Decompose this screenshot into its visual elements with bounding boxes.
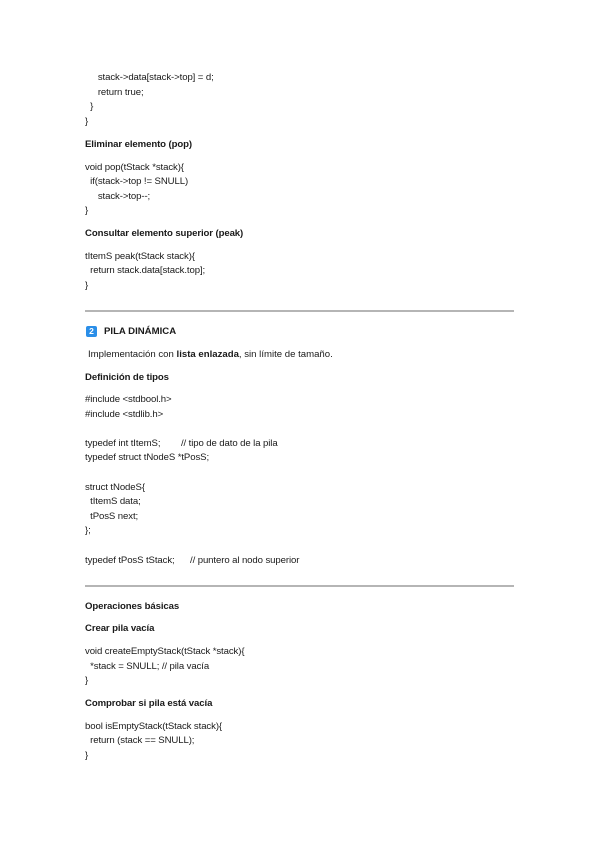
code-line: return true; — [85, 87, 144, 98]
code-line: struct tNodeS{ — [85, 482, 145, 493]
isempty-heading: Comprobar si pila está vacía — [85, 698, 213, 709]
code-line: void pop(tStack *stack){ — [85, 162, 184, 173]
code-line: stack->top--; — [85, 191, 151, 202]
types-heading: Definición de tipos — [85, 372, 169, 383]
code-line: stack->data[stack->top] = d; — [85, 72, 214, 83]
code-line: #include <stdbool.h> — [85, 394, 172, 405]
section-intro — [88, 349, 333, 361]
intro-emphasis: lista enlazada — [176, 349, 239, 360]
section-title: PILA DINÁMICA — [104, 326, 177, 337]
section-number-badge: 2 — [86, 326, 97, 337]
code-line: return (stack == SNULL); — [85, 735, 195, 746]
code-line: tItemS peak(tStack stack){ — [85, 251, 195, 262]
code-line: void createEmptyStack(tStack *stack){ — [85, 646, 245, 657]
code-line: } — [85, 101, 94, 112]
code-line: } — [85, 116, 89, 127]
intro-text: , sin límite de tamaño. — [238, 349, 333, 360]
pop-heading: Eliminar elemento (pop) — [85, 139, 192, 150]
code-line: if(stack->top != SNULL) — [85, 176, 189, 187]
code-line: tItemS data; — [85, 496, 141, 507]
code-line: *stack = SNULL; // pila vacía — [85, 661, 210, 672]
code-line: typedef int tItemS; // tipo de dato de la pila — [85, 438, 278, 449]
code-line: }; — [85, 525, 91, 536]
code-line: return stack.data[stack.top]; — [85, 265, 206, 276]
section-divider — [85, 585, 514, 587]
code-line: #include <stdlib.h> — [85, 409, 164, 420]
code-line: } — [85, 280, 89, 291]
code-line: } — [85, 675, 89, 686]
intro-text: Implementación con — [88, 349, 177, 360]
operations-heading: Operaciones básicas — [85, 601, 180, 612]
code-line: bool isEmptyStack(tStack stack){ — [85, 721, 223, 732]
code-line: typedef tPosS tStack; // puntero al nodo superior — [85, 555, 300, 566]
code-line: } — [85, 205, 89, 216]
code-line: tPosS next; — [85, 511, 139, 522]
peak-heading: Consultar elemento superior (peak) — [85, 228, 244, 239]
code-line: typedef struct tNodeS *tPosS; — [85, 452, 210, 463]
code-line: } — [85, 750, 89, 761]
section-divider — [85, 310, 514, 312]
create-heading: Crear pila vacía — [85, 623, 155, 634]
